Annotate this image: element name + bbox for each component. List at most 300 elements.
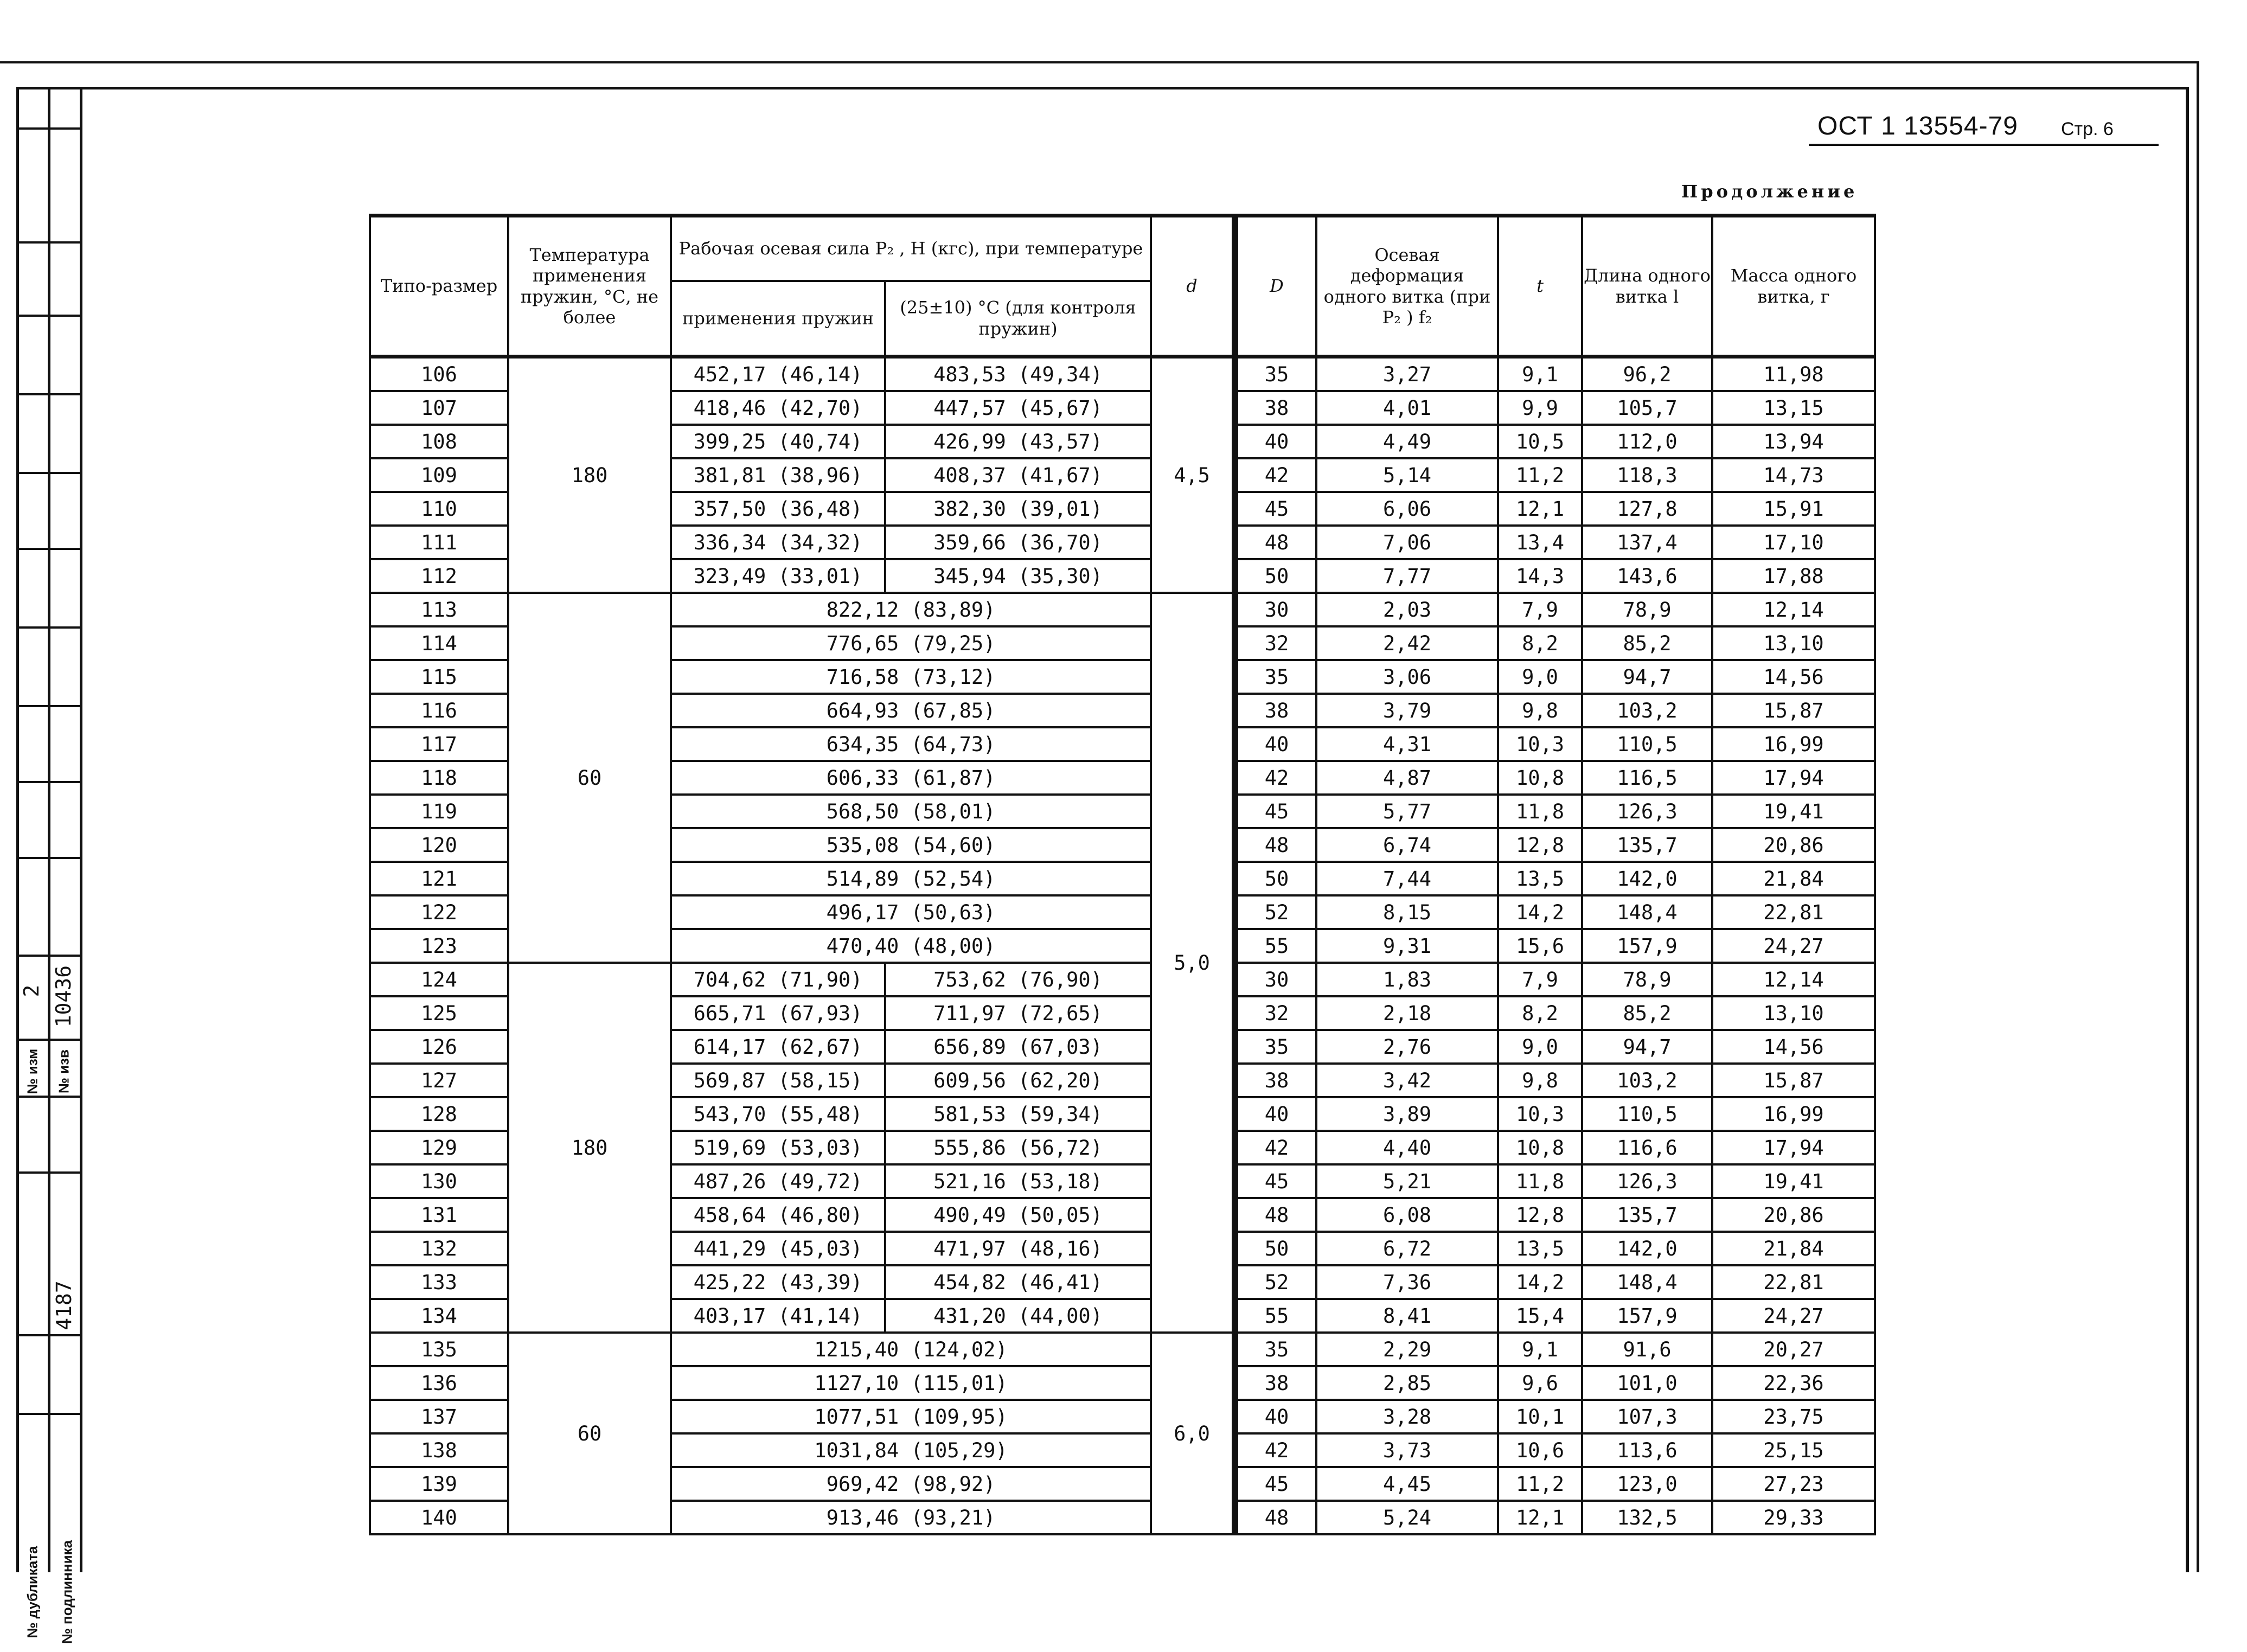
size-cell: 108 <box>370 425 508 458</box>
coil-mass-cell: 13,15 <box>1712 391 1875 425</box>
coil-length-cell: 135,7 <box>1582 828 1712 862</box>
deformation-cell: 4,01 <box>1316 391 1498 425</box>
coil-diameter-cell: 48 <box>1235 1501 1316 1534</box>
coil-length-cell: 112,0 <box>1582 425 1712 458</box>
coil-length-cell: 96,2 <box>1582 357 1712 392</box>
strip-divider <box>16 626 82 629</box>
size-cell: 112 <box>370 559 508 593</box>
deformation-cell: 2,85 <box>1316 1366 1498 1400</box>
force-combined-cell: 664,93 (67,85) <box>671 694 1151 727</box>
outer-right-border <box>2197 61 2199 1572</box>
deformation-cell: 5,24 <box>1316 1501 1498 1534</box>
pitch-cell: 13,5 <box>1498 1232 1582 1265</box>
header-coil-diameter: D <box>1235 216 1316 357</box>
size-cell: 120 <box>370 828 508 862</box>
coil-mass-cell: 13,94 <box>1712 425 1875 458</box>
force-use-cell: 569,87 (58,15) <box>671 1064 885 1097</box>
force-control-cell: 359,66 (36,70) <box>885 526 1151 559</box>
coil-mass-cell: 25,15 <box>1712 1433 1875 1467</box>
force-use-cell: 403,17 (41,14) <box>671 1299 885 1333</box>
top-rule <box>0 61 2197 63</box>
coil-diameter-cell: 45 <box>1235 795 1316 828</box>
coil-length-cell: 85,2 <box>1582 626 1712 660</box>
force-control-cell: 345,94 (35,30) <box>885 559 1151 593</box>
deformation-cell: 5,14 <box>1316 458 1498 492</box>
coil-mass-cell: 17,10 <box>1712 526 1875 559</box>
force-control-cell: 454,82 (46,41) <box>885 1265 1151 1299</box>
coil-length-cell: 135,7 <box>1582 1198 1712 1232</box>
deformation-cell: 2,42 <box>1316 626 1498 660</box>
deformation-cell: 7,77 <box>1316 559 1498 593</box>
force-control-cell: 447,57 (45,67) <box>885 391 1151 425</box>
coil-diameter-cell: 30 <box>1235 963 1316 996</box>
pitch-cell: 13,5 <box>1498 862 1582 895</box>
force-use-cell: 519,69 (53,03) <box>671 1131 885 1164</box>
coil-length-cell: 132,5 <box>1582 1501 1712 1534</box>
pitch-cell: 9,6 <box>1498 1366 1582 1400</box>
coil-diameter-cell: 42 <box>1235 1131 1316 1164</box>
pitch-cell: 12,1 <box>1498 1501 1582 1534</box>
strip-divider <box>16 857 82 859</box>
size-cell: 130 <box>370 1164 508 1198</box>
coil-diameter-cell: 48 <box>1235 1198 1316 1232</box>
strip-line <box>80 87 82 1572</box>
spring-parameters-table <box>369 214 1876 1535</box>
deformation-cell: 3,27 <box>1316 357 1498 392</box>
deformation-cell: 3,89 <box>1316 1097 1498 1131</box>
table-row <box>370 593 1875 626</box>
deformation-cell: 2,18 <box>1316 996 1498 1030</box>
size-cell: 124 <box>370 963 508 996</box>
force-combined-cell: 716,58 (73,12) <box>671 660 1151 694</box>
size-cell: 138 <box>370 1433 508 1467</box>
header-force-control: (25±10) °С (для контроля пружин) <box>885 281 1151 357</box>
coil-length-cell: 103,2 <box>1582 694 1712 727</box>
coil-diameter-cell: 38 <box>1235 391 1316 425</box>
coil-diameter-cell: 40 <box>1235 425 1316 458</box>
force-use-cell: 704,62 (71,90) <box>671 963 885 996</box>
coil-mass-cell: 19,41 <box>1712 795 1875 828</box>
coil-mass-cell: 24,27 <box>1712 929 1875 963</box>
force-control-cell: 555,86 (56,72) <box>885 1131 1151 1164</box>
coil-mass-cell: 12,14 <box>1712 593 1875 626</box>
doc-no-value: 10436 <box>52 965 75 1028</box>
binding-margin-strip <box>16 87 82 1644</box>
pitch-cell: 11,8 <box>1498 1164 1582 1198</box>
pitch-cell: 9,9 <box>1498 391 1582 425</box>
force-control-cell: 609,56 (62,20) <box>885 1064 1151 1097</box>
header-coil-length: Длина одного витка l <box>1582 216 1712 357</box>
force-control-cell: 431,20 (44,00) <box>885 1299 1151 1333</box>
force-use-cell: 665,71 (67,93) <box>671 996 885 1030</box>
force-control-cell: 426,99 (43,57) <box>885 425 1151 458</box>
pitch-cell: 11,2 <box>1498 458 1582 492</box>
coil-length-cell: 94,7 <box>1582 1030 1712 1064</box>
strip-divider <box>16 241 82 244</box>
size-cell: 111 <box>370 526 508 559</box>
coil-diameter-cell: 30 <box>1235 593 1316 626</box>
coil-diameter-cell: 40 <box>1235 1097 1316 1131</box>
coil-length-cell: 116,5 <box>1582 761 1712 795</box>
coil-diameter-cell: 35 <box>1235 660 1316 694</box>
size-cell: 119 <box>370 795 508 828</box>
coil-diameter-cell: 32 <box>1235 626 1316 660</box>
pitch-cell: 8,2 <box>1498 996 1582 1030</box>
size-cell: 131 <box>370 1198 508 1232</box>
header-temperature: Температура применения пружин, °С, не более <box>508 216 671 357</box>
coil-length-cell: 78,9 <box>1582 593 1712 626</box>
coil-length-cell: 116,6 <box>1582 1131 1712 1164</box>
pitch-cell: 9,1 <box>1498 1333 1582 1366</box>
coil-length-cell: 126,3 <box>1582 795 1712 828</box>
temperature-cell: 60 <box>508 593 671 963</box>
size-cell: 114 <box>370 626 508 660</box>
force-use-cell: 399,25 (40,74) <box>671 425 885 458</box>
coil-mass-cell: 17,94 <box>1712 761 1875 795</box>
pitch-cell: 12,8 <box>1498 828 1582 862</box>
force-combined-cell: 634,35 (64,73) <box>671 727 1151 761</box>
coil-length-cell: 105,7 <box>1582 391 1712 425</box>
coil-diameter-cell: 45 <box>1235 492 1316 526</box>
strip-divider <box>16 548 82 550</box>
force-combined-cell: 1215,40 (124,02) <box>671 1333 1151 1366</box>
deformation-cell: 7,06 <box>1316 526 1498 559</box>
deformation-cell: 8,15 <box>1316 895 1498 929</box>
change-no-label: № изм <box>24 1048 41 1094</box>
size-cell: 132 <box>370 1232 508 1265</box>
strip-divider <box>16 127 82 130</box>
force-control-cell: 382,30 (39,01) <box>885 492 1151 526</box>
pitch-cell: 8,2 <box>1498 626 1582 660</box>
coil-length-cell: 103,2 <box>1582 1064 1712 1097</box>
coil-mass-cell: 21,84 <box>1712 1232 1875 1265</box>
strip-line <box>48 87 50 1572</box>
force-control-cell: 656,89 (67,03) <box>885 1030 1151 1064</box>
temperature-cell: 60 <box>508 1333 671 1534</box>
strip-divider <box>16 781 82 783</box>
header-force-group: Рабочая осевая сила P₂ , Н (кгс), при температуре <box>671 216 1151 281</box>
coil-mass-cell: 20,27 <box>1712 1333 1875 1366</box>
coil-mass-cell: 12,14 <box>1712 963 1875 996</box>
size-cell: 115 <box>370 660 508 694</box>
wire-diameter-cell: 5,0 <box>1151 593 1235 1333</box>
coil-length-cell: 118,3 <box>1582 458 1712 492</box>
header-size: Типо-размер <box>370 216 508 357</box>
coil-mass-cell: 17,88 <box>1712 559 1875 593</box>
coil-mass-cell: 29,33 <box>1712 1501 1875 1534</box>
deformation-cell: 4,87 <box>1316 761 1498 795</box>
size-cell: 139 <box>370 1467 508 1501</box>
deformation-cell: 2,03 <box>1316 593 1498 626</box>
coil-length-cell: 127,8 <box>1582 492 1712 526</box>
size-cell: 107 <box>370 391 508 425</box>
coil-mass-cell: 14,56 <box>1712 660 1875 694</box>
coil-mass-cell: 22,81 <box>1712 1265 1875 1299</box>
pitch-cell: 12,1 <box>1498 492 1582 526</box>
header-force-use: применения пружин <box>671 281 885 357</box>
deformation-cell: 7,36 <box>1316 1265 1498 1299</box>
coil-length-cell: 148,4 <box>1582 1265 1712 1299</box>
size-cell: 109 <box>370 458 508 492</box>
coil-diameter-cell: 38 <box>1235 1366 1316 1400</box>
size-cell: 118 <box>370 761 508 795</box>
force-use-cell: 336,34 (34,32) <box>671 526 885 559</box>
force-combined-cell: 470,40 (48,00) <box>671 929 1151 963</box>
force-control-cell: 471,97 (48,16) <box>885 1232 1151 1265</box>
coil-length-cell: 113,6 <box>1582 1433 1712 1467</box>
coil-diameter-cell: 50 <box>1235 862 1316 895</box>
pitch-cell: 10,3 <box>1498 1097 1582 1131</box>
deformation-cell: 4,31 <box>1316 727 1498 761</box>
size-cell: 126 <box>370 1030 508 1064</box>
coil-mass-cell: 15,87 <box>1712 1064 1875 1097</box>
size-cell: 117 <box>370 727 508 761</box>
deformation-cell: 6,08 <box>1316 1198 1498 1232</box>
coil-diameter-cell: 38 <box>1235 694 1316 727</box>
force-use-cell: 487,26 (49,72) <box>671 1164 885 1198</box>
deformation-cell: 3,79 <box>1316 694 1498 727</box>
document-header <box>1809 111 2159 146</box>
coil-diameter-cell: 50 <box>1235 1232 1316 1265</box>
deformation-cell: 1,83 <box>1316 963 1498 996</box>
size-cell: 129 <box>370 1131 508 1164</box>
pitch-cell: 7,9 <box>1498 593 1582 626</box>
coil-diameter-cell: 32 <box>1235 996 1316 1030</box>
coil-length-cell: 137,4 <box>1582 526 1712 559</box>
size-cell: 136 <box>370 1366 508 1400</box>
force-control-cell: 753,62 (76,90) <box>885 963 1151 996</box>
pitch-cell: 7,9 <box>1498 963 1582 996</box>
table-row <box>370 1333 1875 1366</box>
pitch-cell: 9,8 <box>1498 694 1582 727</box>
size-cell: 116 <box>370 694 508 727</box>
frame-right-border <box>2186 87 2189 1572</box>
strip-divider <box>16 1171 82 1174</box>
strip-divider <box>16 315 82 317</box>
pitch-cell: 12,8 <box>1498 1198 1582 1232</box>
pitch-cell: 11,8 <box>1498 795 1582 828</box>
force-combined-cell: 776,65 (79,25) <box>671 626 1151 660</box>
force-use-cell: 458,64 (46,80) <box>671 1198 885 1232</box>
coil-length-cell: 94,7 <box>1582 660 1712 694</box>
coil-mass-cell: 27,23 <box>1712 1467 1875 1501</box>
coil-length-cell: 126,3 <box>1582 1164 1712 1198</box>
force-combined-cell: 606,33 (61,87) <box>671 761 1151 795</box>
coil-mass-cell: 15,87 <box>1712 694 1875 727</box>
duplicate-label: № дубликата <box>24 1546 41 1638</box>
size-cell: 127 <box>370 1064 508 1097</box>
header-coil-mass: Масса одного витка, г <box>1712 216 1875 357</box>
coil-diameter-cell: 50 <box>1235 559 1316 593</box>
force-use-cell: 441,29 (45,03) <box>671 1232 885 1265</box>
deformation-cell: 2,29 <box>1316 1333 1498 1366</box>
deformation-cell: 7,44 <box>1316 862 1498 895</box>
coil-mass-cell: 15,91 <box>1712 492 1875 526</box>
header-deformation: Осевая деформация одного витка (при P₂ ) f₂ <box>1316 216 1498 357</box>
force-combined-cell: 969,42 (98,92) <box>671 1467 1151 1501</box>
pitch-cell: 10,8 <box>1498 761 1582 795</box>
original-label: № подлинника <box>59 1540 75 1644</box>
coil-length-cell: 148,4 <box>1582 895 1712 929</box>
pitch-cell: 9,8 <box>1498 1064 1582 1097</box>
pitch-cell: 14,2 <box>1498 895 1582 929</box>
pitch-cell: 13,4 <box>1498 526 1582 559</box>
coil-diameter-cell: 55 <box>1235 929 1316 963</box>
coil-mass-cell: 17,94 <box>1712 1131 1875 1164</box>
force-use-cell: 452,17 (46,14) <box>671 357 885 392</box>
coil-diameter-cell: 35 <box>1235 1030 1316 1064</box>
coil-mass-cell: 11,98 <box>1712 357 1875 392</box>
force-use-cell: 323,49 (33,01) <box>671 559 885 593</box>
table-row <box>370 963 1875 996</box>
deformation-cell: 3,28 <box>1316 1400 1498 1433</box>
coil-diameter-cell: 42 <box>1235 458 1316 492</box>
coil-mass-cell: 20,86 <box>1712 828 1875 862</box>
coil-diameter-cell: 38 <box>1235 1064 1316 1097</box>
coil-mass-cell: 14,73 <box>1712 458 1875 492</box>
deformation-cell: 6,06 <box>1316 492 1498 526</box>
coil-length-cell: 157,9 <box>1582 1299 1712 1333</box>
pitch-cell: 14,2 <box>1498 1265 1582 1299</box>
size-cell: 128 <box>370 1097 508 1131</box>
force-combined-cell: 1127,10 (115,01) <box>671 1366 1151 1400</box>
size-cell: 133 <box>370 1265 508 1299</box>
inventory-value: 4187 <box>52 1280 76 1330</box>
coil-length-cell: 107,3 <box>1582 1400 1712 1433</box>
size-cell: 134 <box>370 1299 508 1333</box>
coil-mass-cell: 13,10 <box>1712 996 1875 1030</box>
header-pitch: t <box>1498 216 1582 357</box>
force-combined-cell: 535,08 (54,60) <box>671 828 1151 862</box>
deformation-cell: 4,45 <box>1316 1467 1498 1501</box>
coil-length-cell: 142,0 <box>1582 862 1712 895</box>
pitch-cell: 10,3 <box>1498 727 1582 761</box>
size-cell: 125 <box>370 996 508 1030</box>
force-use-cell: 381,81 (38,96) <box>671 458 885 492</box>
force-combined-cell: 514,89 (52,54) <box>671 862 1151 895</box>
table-row <box>370 357 1875 392</box>
force-use-cell: 543,70 (55,48) <box>671 1097 885 1131</box>
coil-diameter-cell: 48 <box>1235 828 1316 862</box>
pitch-cell: 10,8 <box>1498 1131 1582 1164</box>
pitch-cell: 15,4 <box>1498 1299 1582 1333</box>
deformation-cell: 2,76 <box>1316 1030 1498 1064</box>
coil-length-cell: 91,6 <box>1582 1333 1712 1366</box>
temperature-cell: 180 <box>508 357 671 593</box>
force-combined-cell: 1031,84 (105,29) <box>671 1433 1151 1467</box>
size-cell: 106 <box>370 357 508 392</box>
deformation-cell: 3,73 <box>1316 1433 1498 1467</box>
coil-diameter-cell: 42 <box>1235 1433 1316 1467</box>
doc-no-label: № изв <box>55 1049 72 1094</box>
coil-diameter-cell: 55 <box>1235 1299 1316 1333</box>
force-control-cell: 521,16 (53,18) <box>885 1164 1151 1198</box>
deformation-cell: 8,41 <box>1316 1299 1498 1333</box>
coil-diameter-cell: 35 <box>1235 357 1316 392</box>
force-use-cell: 614,17 (62,67) <box>671 1030 885 1064</box>
coil-length-cell: 157,9 <box>1582 929 1712 963</box>
coil-length-cell: 78,9 <box>1582 963 1712 996</box>
size-cell: 121 <box>370 862 508 895</box>
temperature-cell: 180 <box>508 963 671 1333</box>
coil-mass-cell: 22,81 <box>1712 895 1875 929</box>
change-no-value: 2 <box>20 984 43 997</box>
wire-diameter-cell: 6,0 <box>1151 1333 1235 1534</box>
strip-divider <box>16 393 82 395</box>
pitch-cell: 10,6 <box>1498 1433 1582 1467</box>
size-cell: 135 <box>370 1333 508 1366</box>
size-cell: 122 <box>370 895 508 929</box>
strip-divider <box>16 705 82 707</box>
pitch-cell: 10,5 <box>1498 425 1582 458</box>
strip-divider <box>16 1413 82 1415</box>
pitch-cell: 9,1 <box>1498 357 1582 392</box>
deformation-cell: 3,42 <box>1316 1064 1498 1097</box>
strip-line <box>16 87 19 1572</box>
coil-length-cell: 101,0 <box>1582 1366 1712 1400</box>
coil-length-cell: 110,5 <box>1582 1097 1712 1131</box>
coil-mass-cell: 24,27 <box>1712 1299 1875 1333</box>
coil-length-cell: 110,5 <box>1582 727 1712 761</box>
coil-diameter-cell: 52 <box>1235 1265 1316 1299</box>
force-combined-cell: 1077,51 (109,95) <box>671 1400 1151 1433</box>
deformation-cell: 3,06 <box>1316 660 1498 694</box>
coil-length-cell: 85,2 <box>1582 996 1712 1030</box>
pitch-cell: 11,2 <box>1498 1467 1582 1501</box>
coil-mass-cell: 20,86 <box>1712 1198 1875 1232</box>
strip-divider <box>16 472 82 474</box>
coil-mass-cell: 14,56 <box>1712 1030 1875 1064</box>
coil-diameter-cell: 52 <box>1235 895 1316 929</box>
deformation-cell: 9,31 <box>1316 929 1498 963</box>
size-cell: 140 <box>370 1501 508 1534</box>
size-cell: 113 <box>370 593 508 626</box>
force-combined-cell: 822,12 (83,89) <box>671 593 1151 626</box>
deformation-cell: 4,49 <box>1316 425 1498 458</box>
force-combined-cell: 496,17 (50,63) <box>671 895 1151 929</box>
coil-diameter-cell: 45 <box>1235 1164 1316 1198</box>
document-code: ОСТ 1 13554-79 <box>1817 112 2018 140</box>
deformation-cell: 4,40 <box>1316 1131 1498 1164</box>
coil-mass-cell: 22,36 <box>1712 1366 1875 1400</box>
pitch-cell: 10,1 <box>1498 1400 1582 1433</box>
coil-length-cell: 143,6 <box>1582 559 1712 593</box>
coil-diameter-cell: 40 <box>1235 1400 1316 1433</box>
deformation-cell: 6,74 <box>1316 828 1498 862</box>
coil-mass-cell: 16,99 <box>1712 1097 1875 1131</box>
size-cell: 123 <box>370 929 508 963</box>
coil-mass-cell: 19,41 <box>1712 1164 1875 1198</box>
force-control-cell: 581,53 (59,34) <box>885 1097 1151 1131</box>
coil-length-cell: 123,0 <box>1582 1467 1712 1501</box>
header-wire-diameter: d <box>1151 216 1235 357</box>
force-combined-cell: 568,50 (58,01) <box>671 795 1151 828</box>
force-control-cell: 408,37 (41,67) <box>885 458 1151 492</box>
deformation-cell: 5,77 <box>1316 795 1498 828</box>
coil-mass-cell: 23,75 <box>1712 1400 1875 1433</box>
force-control-cell: 711,97 (72,65) <box>885 996 1151 1030</box>
pitch-cell: 15,6 <box>1498 929 1582 963</box>
size-cell: 110 <box>370 492 508 526</box>
deformation-cell: 5,21 <box>1316 1164 1498 1198</box>
force-control-cell: 483,53 (49,34) <box>885 357 1151 392</box>
continuation-label: Продолжение <box>1681 181 1858 202</box>
pitch-cell: 9,0 <box>1498 660 1582 694</box>
coil-diameter-cell: 48 <box>1235 526 1316 559</box>
coil-diameter-cell: 45 <box>1235 1467 1316 1501</box>
coil-diameter-cell: 42 <box>1235 761 1316 795</box>
size-cell: 137 <box>370 1400 508 1433</box>
